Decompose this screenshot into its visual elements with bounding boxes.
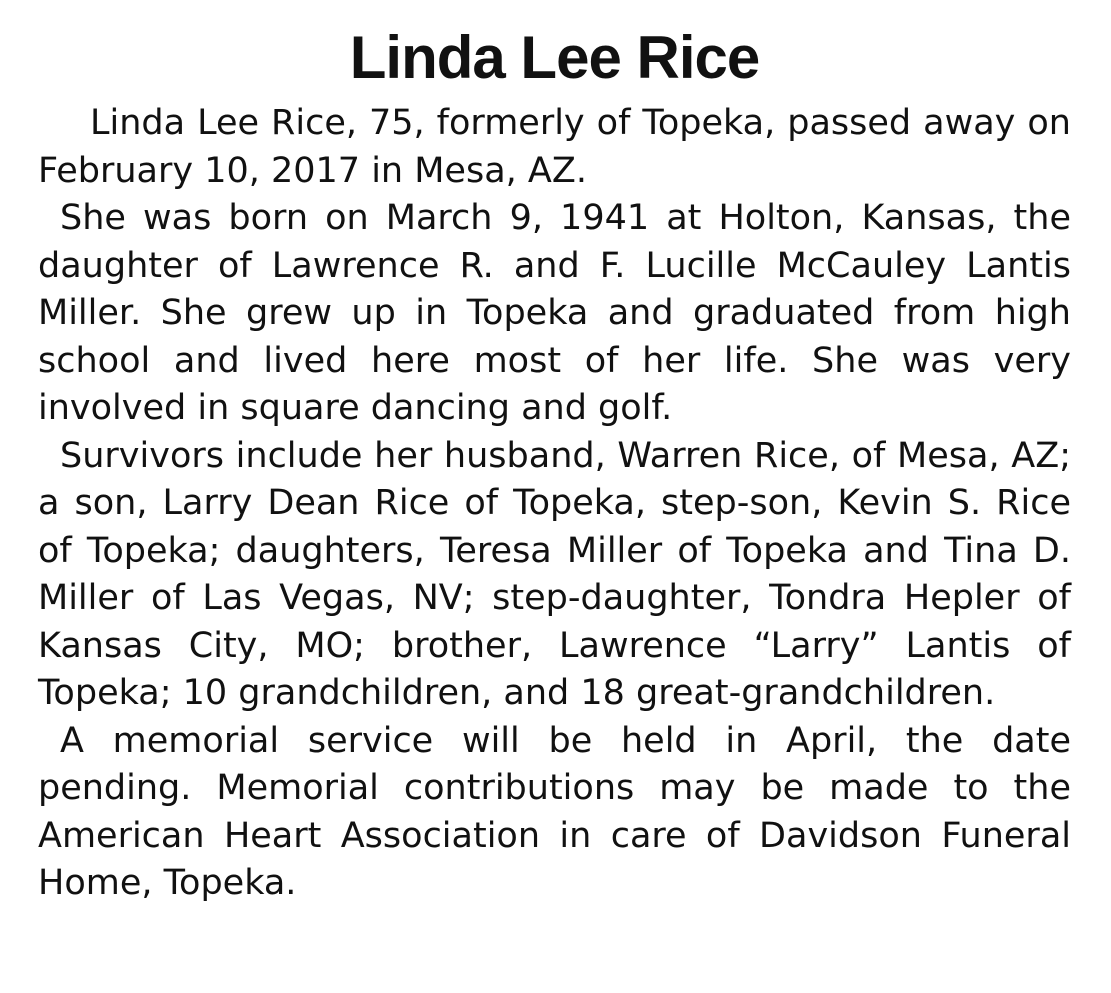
paragraph-death-notice: Linda Lee Rice, 75, formerly of Topeka, passed away on February 10, 2017 in Mesa, AZ. <box>38 103 1071 191</box>
obituary-headline: Linda Lee Rice <box>349 24 760 91</box>
paragraph-survivors: Survivors include her husband, Warren Rice, of Mesa, AZ; a son, Larry Dean Rice of Topeka, step-son, Kevin S. Rice of Topeka; daughters, Teresa Miller of Topeka and Tina D. Miller of Las Vegas, NV; step-daughter, Tondra Hepler of Kansas City, MO; brother, Lawrence “Larry” Lantis of Topeka; 10 grandchildren, and 18 great-grandchildren. <box>38 435 1071 713</box>
obituary-body <box>38 100 1071 908</box>
paragraph-biography: She was born on March 9, 1941 at Holton, Kansas, the daughter of Lawrence R. and F. Lucille McCauley Lantis Miller. She grew up in Topeka and graduated from high school and lived here most of her life. She was very involved in square dancing and golf. <box>38 198 1071 428</box>
paragraph-memorial-service: A memorial service will be held in April, the date pending. Memorial contributions may be made to the American Heart Association in care of Davidson Funeral Home, Topeka. <box>38 720 1071 903</box>
